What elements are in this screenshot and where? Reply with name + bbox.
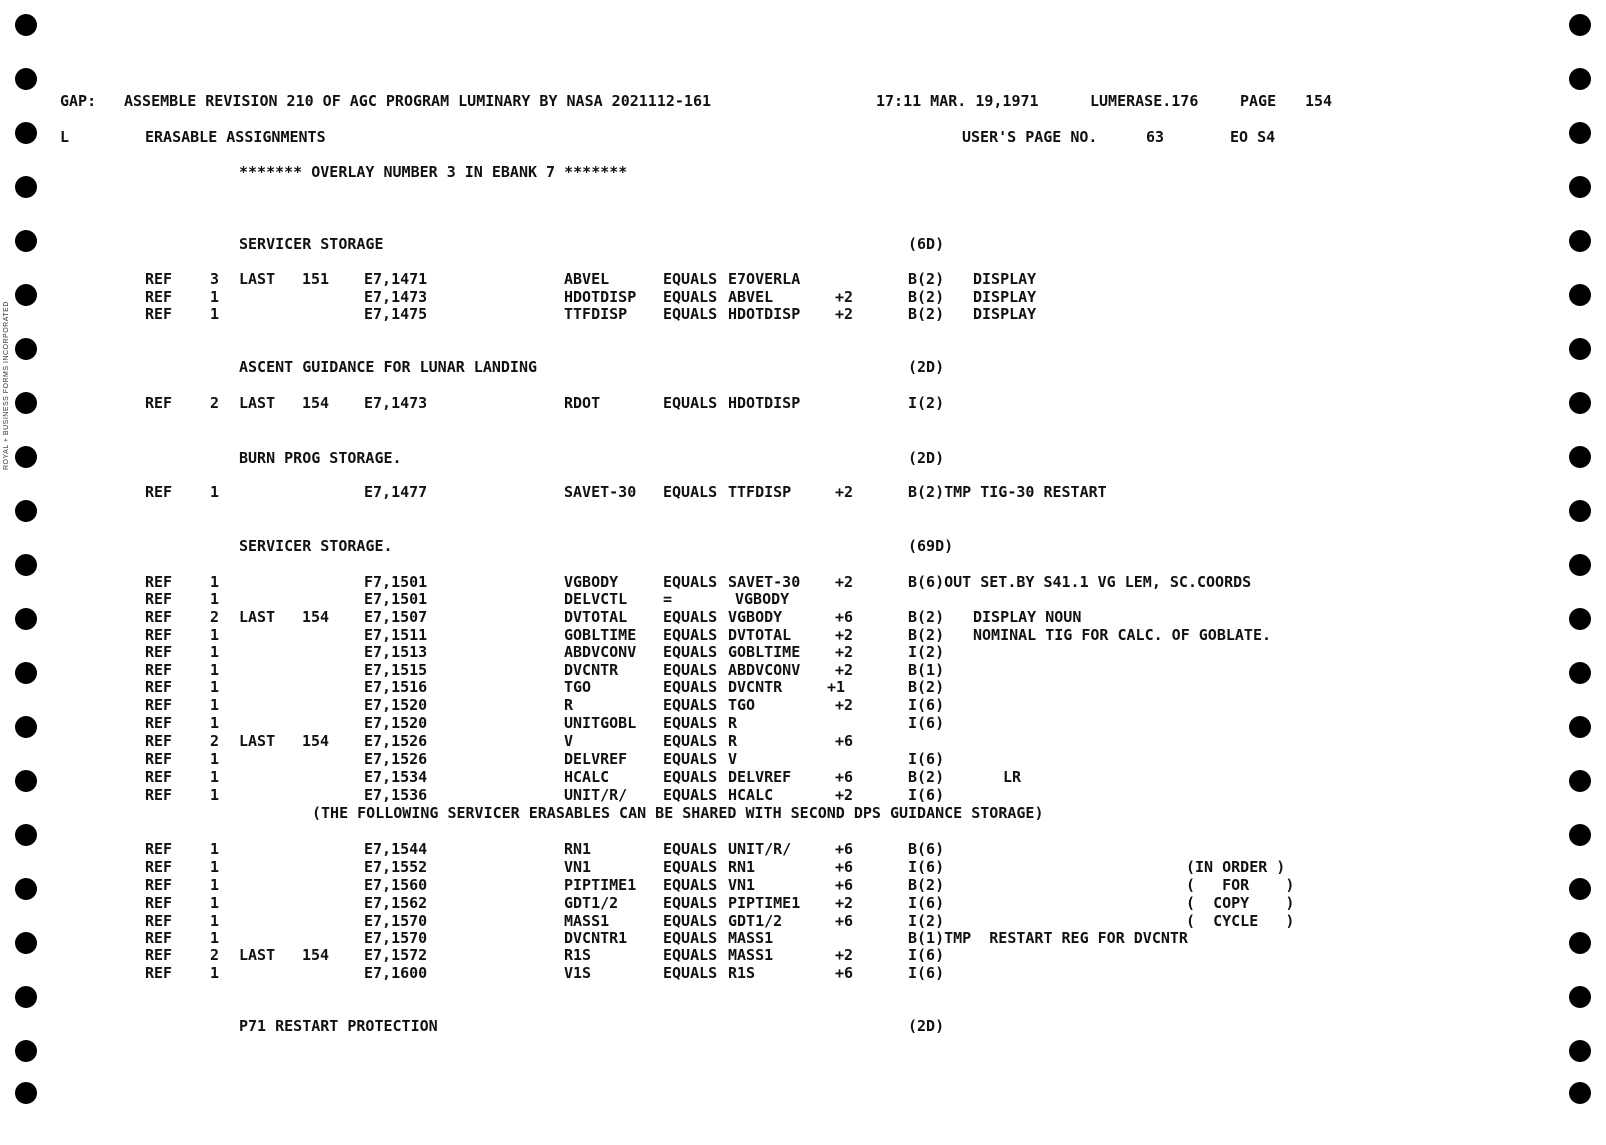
sprocket-hole [15, 1040, 37, 1062]
comment: DISPLAY [973, 288, 1037, 306]
right-comment: ( FOR ) [1186, 876, 1295, 894]
size-code: B(2) [908, 678, 945, 696]
comment: DISPLAY [973, 305, 1037, 323]
size-code: (69D) [908, 537, 954, 555]
ref-count: 1 [210, 876, 220, 894]
section-heading: SERVICER STORAGE. [239, 537, 393, 555]
sprocket-hole [1569, 824, 1591, 846]
sprocket-hole [15, 932, 37, 954]
equals-op: EQUALS [663, 786, 718, 804]
offset: +2 [835, 483, 854, 501]
erasable-address: E7,1515 [364, 661, 428, 679]
equals-arg: VGBODY [735, 590, 790, 608]
sprocket-hole [1569, 716, 1591, 738]
ref-count: 1 [210, 573, 220, 591]
equals-op: EQUALS [663, 626, 718, 644]
ref-label: REF [145, 696, 173, 714]
equals-arg: GOBLTIME [728, 643, 801, 661]
symbol-name: V [564, 732, 574, 750]
last-page: 154 [302, 608, 330, 626]
ref-count: 1 [210, 678, 220, 696]
sprocket-hole [1569, 284, 1591, 306]
section-heading: BURN PROG STORAGE. [239, 449, 402, 467]
sprocket-hole [1569, 176, 1591, 198]
equals-arg: HDOTDISP [728, 305, 801, 323]
symbol-name: TGO [564, 678, 592, 696]
erasable-address: E7,1544 [364, 840, 428, 858]
last-page: 154 [302, 946, 330, 964]
sprocket-hole [1569, 500, 1591, 522]
equals-arg: DELVREF [728, 768, 792, 786]
sprocket-hole [15, 1082, 37, 1104]
timestamp: 17:11 MAR. 19,1971 [876, 92, 1039, 110]
equals-op: EQUALS [663, 964, 718, 982]
sprocket-hole [15, 230, 37, 252]
ref-count: 1 [210, 483, 220, 501]
offset: +2 [835, 305, 854, 323]
equals-arg: GDT1/2 [728, 912, 783, 930]
sprocket-hole [1569, 392, 1591, 414]
sprocket-hole [1569, 122, 1591, 144]
ref-label: REF [145, 590, 173, 608]
offset: +6 [835, 732, 854, 750]
sprocket-hole [1569, 230, 1591, 252]
size-code: B(2) [908, 626, 945, 644]
ref-count: 2 [210, 946, 220, 964]
erasable-address: E7,1477 [364, 483, 428, 501]
offset: +6 [835, 964, 854, 982]
size-code: I(6) [908, 858, 945, 876]
section-heading: ASCENT GUIDANCE FOR LUNAR LANDING [239, 358, 538, 376]
sprocket-hole [1569, 1082, 1591, 1104]
symbol-name: DELVCTL [564, 590, 628, 608]
sprocket-hole [15, 662, 37, 684]
equals-op: EQUALS [663, 858, 718, 876]
size-code: B(2) [908, 305, 945, 323]
offset: +2 [835, 696, 854, 714]
last-label: LAST [239, 608, 276, 626]
offset: +2 [835, 946, 854, 964]
ref-count: 1 [210, 912, 220, 930]
erasable-address: F7,1501 [364, 573, 428, 591]
sprocket-hole [1569, 608, 1591, 630]
comment: DISPLAY NOUN [973, 608, 1082, 626]
sprocket-hole [1569, 770, 1591, 792]
sprocket-hole [15, 500, 37, 522]
right-comment: (IN ORDER ) [1186, 858, 1286, 876]
comment: DISPLAY [973, 270, 1037, 288]
ref-count: 1 [210, 786, 220, 804]
sprocket-hole [1569, 338, 1591, 360]
symbol-name: MASS1 [564, 912, 610, 930]
ref-count: 1 [210, 696, 220, 714]
erasable-address: E7,1562 [364, 894, 428, 912]
sprocket-hole [1569, 1040, 1591, 1062]
size-code: I(6) [908, 894, 945, 912]
erasable-address: E7,1475 [364, 305, 428, 323]
symbol-name: HDOTDISP [564, 288, 637, 306]
ref-count: 1 [210, 894, 220, 912]
equals-op: EQUALS [663, 732, 718, 750]
equals-arg: SAVET-30 [728, 573, 801, 591]
erasable-address: E7,1536 [364, 786, 428, 804]
ref-label: REF [145, 714, 173, 732]
ref-count: 1 [210, 714, 220, 732]
ref-label: REF [145, 270, 173, 288]
ref-label: REF [145, 964, 173, 982]
equals-op: EQUALS [663, 678, 718, 696]
offset: +6 [835, 608, 854, 626]
sprocket-hole [1569, 68, 1591, 90]
size-code: B(6) [908, 840, 945, 858]
ref-label: REF [145, 483, 173, 501]
ref-label: REF [145, 626, 173, 644]
offset: +2 [835, 786, 854, 804]
offset: +6 [835, 876, 854, 894]
symbol-name: GOBLTIME [564, 626, 637, 644]
erasable-address: E7,1511 [364, 626, 428, 644]
offset: +2 [835, 894, 854, 912]
gap-label: GAP: [60, 92, 97, 110]
size-code: I(6) [908, 696, 945, 714]
sprocket-hole [15, 68, 37, 90]
equals-op: EQUALS [663, 768, 718, 786]
size-code: I(2) [908, 912, 945, 930]
page-number: 154 [1305, 92, 1333, 110]
erasable-address: E7,1473 [364, 394, 428, 412]
last-label: LAST [239, 732, 276, 750]
equals-op: EQUALS [663, 696, 718, 714]
symbol-name: ABVEL [564, 270, 610, 288]
offset: +6 [835, 912, 854, 930]
equals-op: EQUALS [663, 305, 718, 323]
ref-count: 3 [210, 270, 220, 288]
ref-count: 1 [210, 626, 220, 644]
offset: +2 [835, 573, 854, 591]
symbol-name: HCALC [564, 768, 610, 786]
equals-arg: TGO [728, 696, 756, 714]
equals-op: EQUALS [663, 394, 718, 412]
symbol-name: VGBODY [564, 573, 619, 591]
equals-op: EQUALS [663, 643, 718, 661]
erasable-address: E7,1600 [364, 964, 428, 982]
ref-count: 1 [210, 288, 220, 306]
sprocket-hole [15, 122, 37, 144]
log-letter: L [60, 128, 70, 146]
equals-arg: ABVEL [728, 288, 774, 306]
equals-arg: PIPTIME1 [728, 894, 801, 912]
ref-count: 2 [210, 394, 220, 412]
listing-file: LUMERASE.176 [1090, 92, 1199, 110]
form-maker-imprint: ROYAL + BUSINESS FORMS INCORPORATED [3, 301, 10, 470]
ref-label: REF [145, 288, 173, 306]
size-code: I(6) [908, 946, 945, 964]
sprocket-hole [1569, 878, 1591, 900]
symbol-name: DVTOTAL [564, 608, 628, 626]
equals-op: EQUALS [663, 750, 718, 768]
symbol-name: ABDVCONV [564, 643, 637, 661]
sprocket-hole [15, 446, 37, 468]
erasable-address: E7,1471 [364, 270, 428, 288]
size-code: I(2) [908, 643, 945, 661]
equals-arg: TTFDISP [728, 483, 792, 501]
size-code: B(2) [908, 768, 945, 786]
page-label: PAGE [1240, 92, 1277, 110]
ref-count: 1 [210, 750, 220, 768]
symbol-name: DELVREF [564, 750, 628, 768]
sprocket-hole [15, 716, 37, 738]
last-page: 154 [302, 732, 330, 750]
equals-arg: MASS1 [728, 929, 774, 947]
equals-arg: HCALC [728, 786, 774, 804]
erasable-address: E7,1526 [364, 732, 428, 750]
sprocket-hole [1569, 554, 1591, 576]
ref-label: REF [145, 750, 173, 768]
ref-label: REF [145, 732, 173, 750]
ref-count: 1 [210, 305, 220, 323]
equals-arg: DVTOTAL [728, 626, 792, 644]
symbol-name: UNIT/R/ [564, 786, 628, 804]
size-code: B(1) [908, 661, 945, 679]
users-page-label: USER'S PAGE NO. [962, 128, 1098, 146]
size-code: (2D) [908, 358, 945, 376]
size-code: (2D) [908, 449, 945, 467]
equals-op: EQUALS [663, 929, 718, 947]
equals-op: EQUALS [663, 912, 718, 930]
equals-op: EQUALS [663, 661, 718, 679]
erasable-address: E7,1501 [364, 590, 428, 608]
equals-op: EQUALS [663, 483, 718, 501]
erasable-address: E7,1526 [364, 750, 428, 768]
ref-label: REF [145, 768, 173, 786]
equals-arg: R [728, 732, 738, 750]
sprocket-hole [1569, 662, 1591, 684]
last-label: LAST [239, 394, 276, 412]
section-title: ERASABLE ASSIGNMENTS [145, 128, 326, 146]
sprocket-hole [1569, 14, 1591, 36]
symbol-name: GDT1/2 [564, 894, 619, 912]
equals-arg: R1S [728, 964, 756, 982]
equals-op: EQUALS [663, 840, 718, 858]
ref-label: REF [145, 643, 173, 661]
ref-label: REF [145, 305, 173, 323]
ref-count: 1 [210, 643, 220, 661]
code-label: EO S4 [1230, 128, 1276, 146]
equals-arg: HDOTDISP [728, 394, 801, 412]
erasable-address: E7,1560 [364, 876, 428, 894]
size-code: I(6) [908, 786, 945, 804]
ref-label: REF [145, 894, 173, 912]
sprocket-hole [15, 824, 37, 846]
equals-op: EQUALS [663, 714, 718, 732]
size-code: B(2) [908, 608, 945, 626]
ref-label: REF [145, 946, 173, 964]
last-page: 151 [302, 270, 330, 288]
ref-count: 1 [210, 964, 220, 982]
ref-label: REF [145, 858, 173, 876]
equals-arg: MASS1 [728, 946, 774, 964]
erasable-address: E7,1572 [364, 946, 428, 964]
equals-op: EQUALS [663, 270, 718, 288]
sprocket-hole [1569, 446, 1591, 468]
offset: +2 [835, 626, 854, 644]
section-heading: ******* OVERLAY NUMBER 3 IN EBANK 7 ******* [239, 163, 628, 181]
ref-count: 1 [210, 590, 220, 608]
size-code: B(1)TMP RESTART REG FOR DVCNTR [908, 929, 1188, 947]
section-note: (THE FOLLOWING SERVICER ERASABLES CAN BE SHARED WITH SECOND DPS GUIDANCE STORAGE) [312, 804, 1044, 822]
sprocket-hole [15, 176, 37, 198]
erasable-address: E7,1570 [364, 929, 428, 947]
size-code: I(6) [908, 964, 945, 982]
symbol-name: DVCNTR [564, 661, 619, 679]
erasable-address: E7,1516 [364, 678, 428, 696]
equals-op: EQUALS [663, 288, 718, 306]
ref-label: REF [145, 840, 173, 858]
erasable-address: E7,1520 [364, 696, 428, 714]
ref-count: 1 [210, 929, 220, 947]
sprocket-hole [15, 770, 37, 792]
equals-arg: VGBODY [728, 608, 783, 626]
section-heading: P71 RESTART PROTECTION [239, 1017, 438, 1035]
equals-op: EQUALS [663, 894, 718, 912]
ref-label: REF [145, 912, 173, 930]
size-code: B(2) [908, 288, 945, 306]
comment: NOMINAL TIG FOR CALC. OF GOBLATE. [973, 626, 1272, 644]
erasable-address: E7,1570 [364, 912, 428, 930]
ref-count: 2 [210, 608, 220, 626]
symbol-name: V1S [564, 964, 592, 982]
ref-count: 2 [210, 732, 220, 750]
offset: +2 [835, 661, 854, 679]
equals-op: EQUALS [663, 573, 718, 591]
symbol-name: TTFDISP [564, 305, 628, 323]
ref-label: REF [145, 608, 173, 626]
sprocket-hole [15, 338, 37, 360]
equals-arg: R [728, 714, 738, 732]
equals-arg: VN1 [728, 876, 756, 894]
offset: +2 [835, 643, 854, 661]
section-heading: SERVICER STORAGE [239, 235, 384, 253]
symbol-name: VN1 [564, 858, 592, 876]
size-code: B(2) [908, 270, 945, 288]
sprocket-hole [15, 878, 37, 900]
offset: +2 [835, 288, 854, 306]
symbol-name: R [564, 696, 574, 714]
last-label: LAST [239, 270, 276, 288]
right-comment: ( COPY ) [1186, 894, 1295, 912]
erasable-address: E7,1520 [364, 714, 428, 732]
comment: LR [1003, 768, 1022, 786]
right-comment: ( CYCLE ) [1186, 912, 1295, 930]
last-label: LAST [239, 946, 276, 964]
ref-count: 1 [210, 858, 220, 876]
sprocket-hole [15, 608, 37, 630]
sprocket-hole [15, 392, 37, 414]
ref-label: REF [145, 929, 173, 947]
erasable-address: E7,1534 [364, 768, 428, 786]
symbol-name: RN1 [564, 840, 592, 858]
sprocket-hole [1569, 932, 1591, 954]
ref-label: REF [145, 573, 173, 591]
equals-op: EQUALS [663, 876, 718, 894]
size-code: B(2)TMP TIG-30 RESTART [908, 483, 1107, 501]
size-code: I(6) [908, 714, 945, 732]
last-page: 154 [302, 394, 330, 412]
size-code: B(2) [908, 876, 945, 894]
sprocket-hole [1569, 986, 1591, 1008]
symbol-name: RDOT [564, 394, 601, 412]
sprocket-hole [15, 554, 37, 576]
equals-arg: RN1 [728, 858, 756, 876]
symbol-name: PIPTIME1 [564, 876, 637, 894]
offset: +6 [835, 858, 854, 876]
ref-count: 1 [210, 661, 220, 679]
offset: +6 [835, 768, 854, 786]
size-code: B(6)OUT SET.BY S41.1 VG LEM, SC.COORDS [908, 573, 1252, 591]
ref-count: 1 [210, 840, 220, 858]
ref-count: 1 [210, 768, 220, 786]
offset: +1 [827, 678, 846, 696]
equals-arg: V [728, 750, 738, 768]
size-code: I(2) [908, 394, 945, 412]
assemble-text: ASSEMBLE REVISION 210 OF AGC PROGRAM LUMINARY BY NASA 2021112-161 [124, 92, 711, 110]
symbol-name: SAVET-30 [564, 483, 637, 501]
offset: +6 [835, 840, 854, 858]
symbol-name: DVCNTR1 [564, 929, 628, 947]
equals-arg: ABDVCONV [728, 661, 801, 679]
symbol-name: UNITGOBL [564, 714, 637, 732]
equals-op: EQUALS [663, 946, 718, 964]
equals-arg: E7OVERLA [728, 270, 801, 288]
ref-label: REF [145, 661, 173, 679]
equals-arg: DVCNTR [728, 678, 783, 696]
sprocket-hole [15, 14, 37, 36]
size-code: I(6) [908, 750, 945, 768]
erasable-address: E7,1513 [364, 643, 428, 661]
symbol-name: R1S [564, 946, 592, 964]
sprocket-hole [15, 986, 37, 1008]
ref-label: REF [145, 786, 173, 804]
erasable-address: E7,1473 [364, 288, 428, 306]
size-code: (6D) [908, 235, 945, 253]
sprocket-hole [15, 284, 37, 306]
equals-op: = [663, 590, 673, 608]
ref-label: REF [145, 678, 173, 696]
ref-label: REF [145, 394, 173, 412]
size-code: (2D) [908, 1017, 945, 1035]
equals-arg: UNIT/R/ [728, 840, 792, 858]
erasable-address: E7,1507 [364, 608, 428, 626]
ref-label: REF [145, 876, 173, 894]
erasable-address: E7,1552 [364, 858, 428, 876]
equals-op: EQUALS [663, 608, 718, 626]
users-page-number: 63 [1146, 128, 1165, 146]
